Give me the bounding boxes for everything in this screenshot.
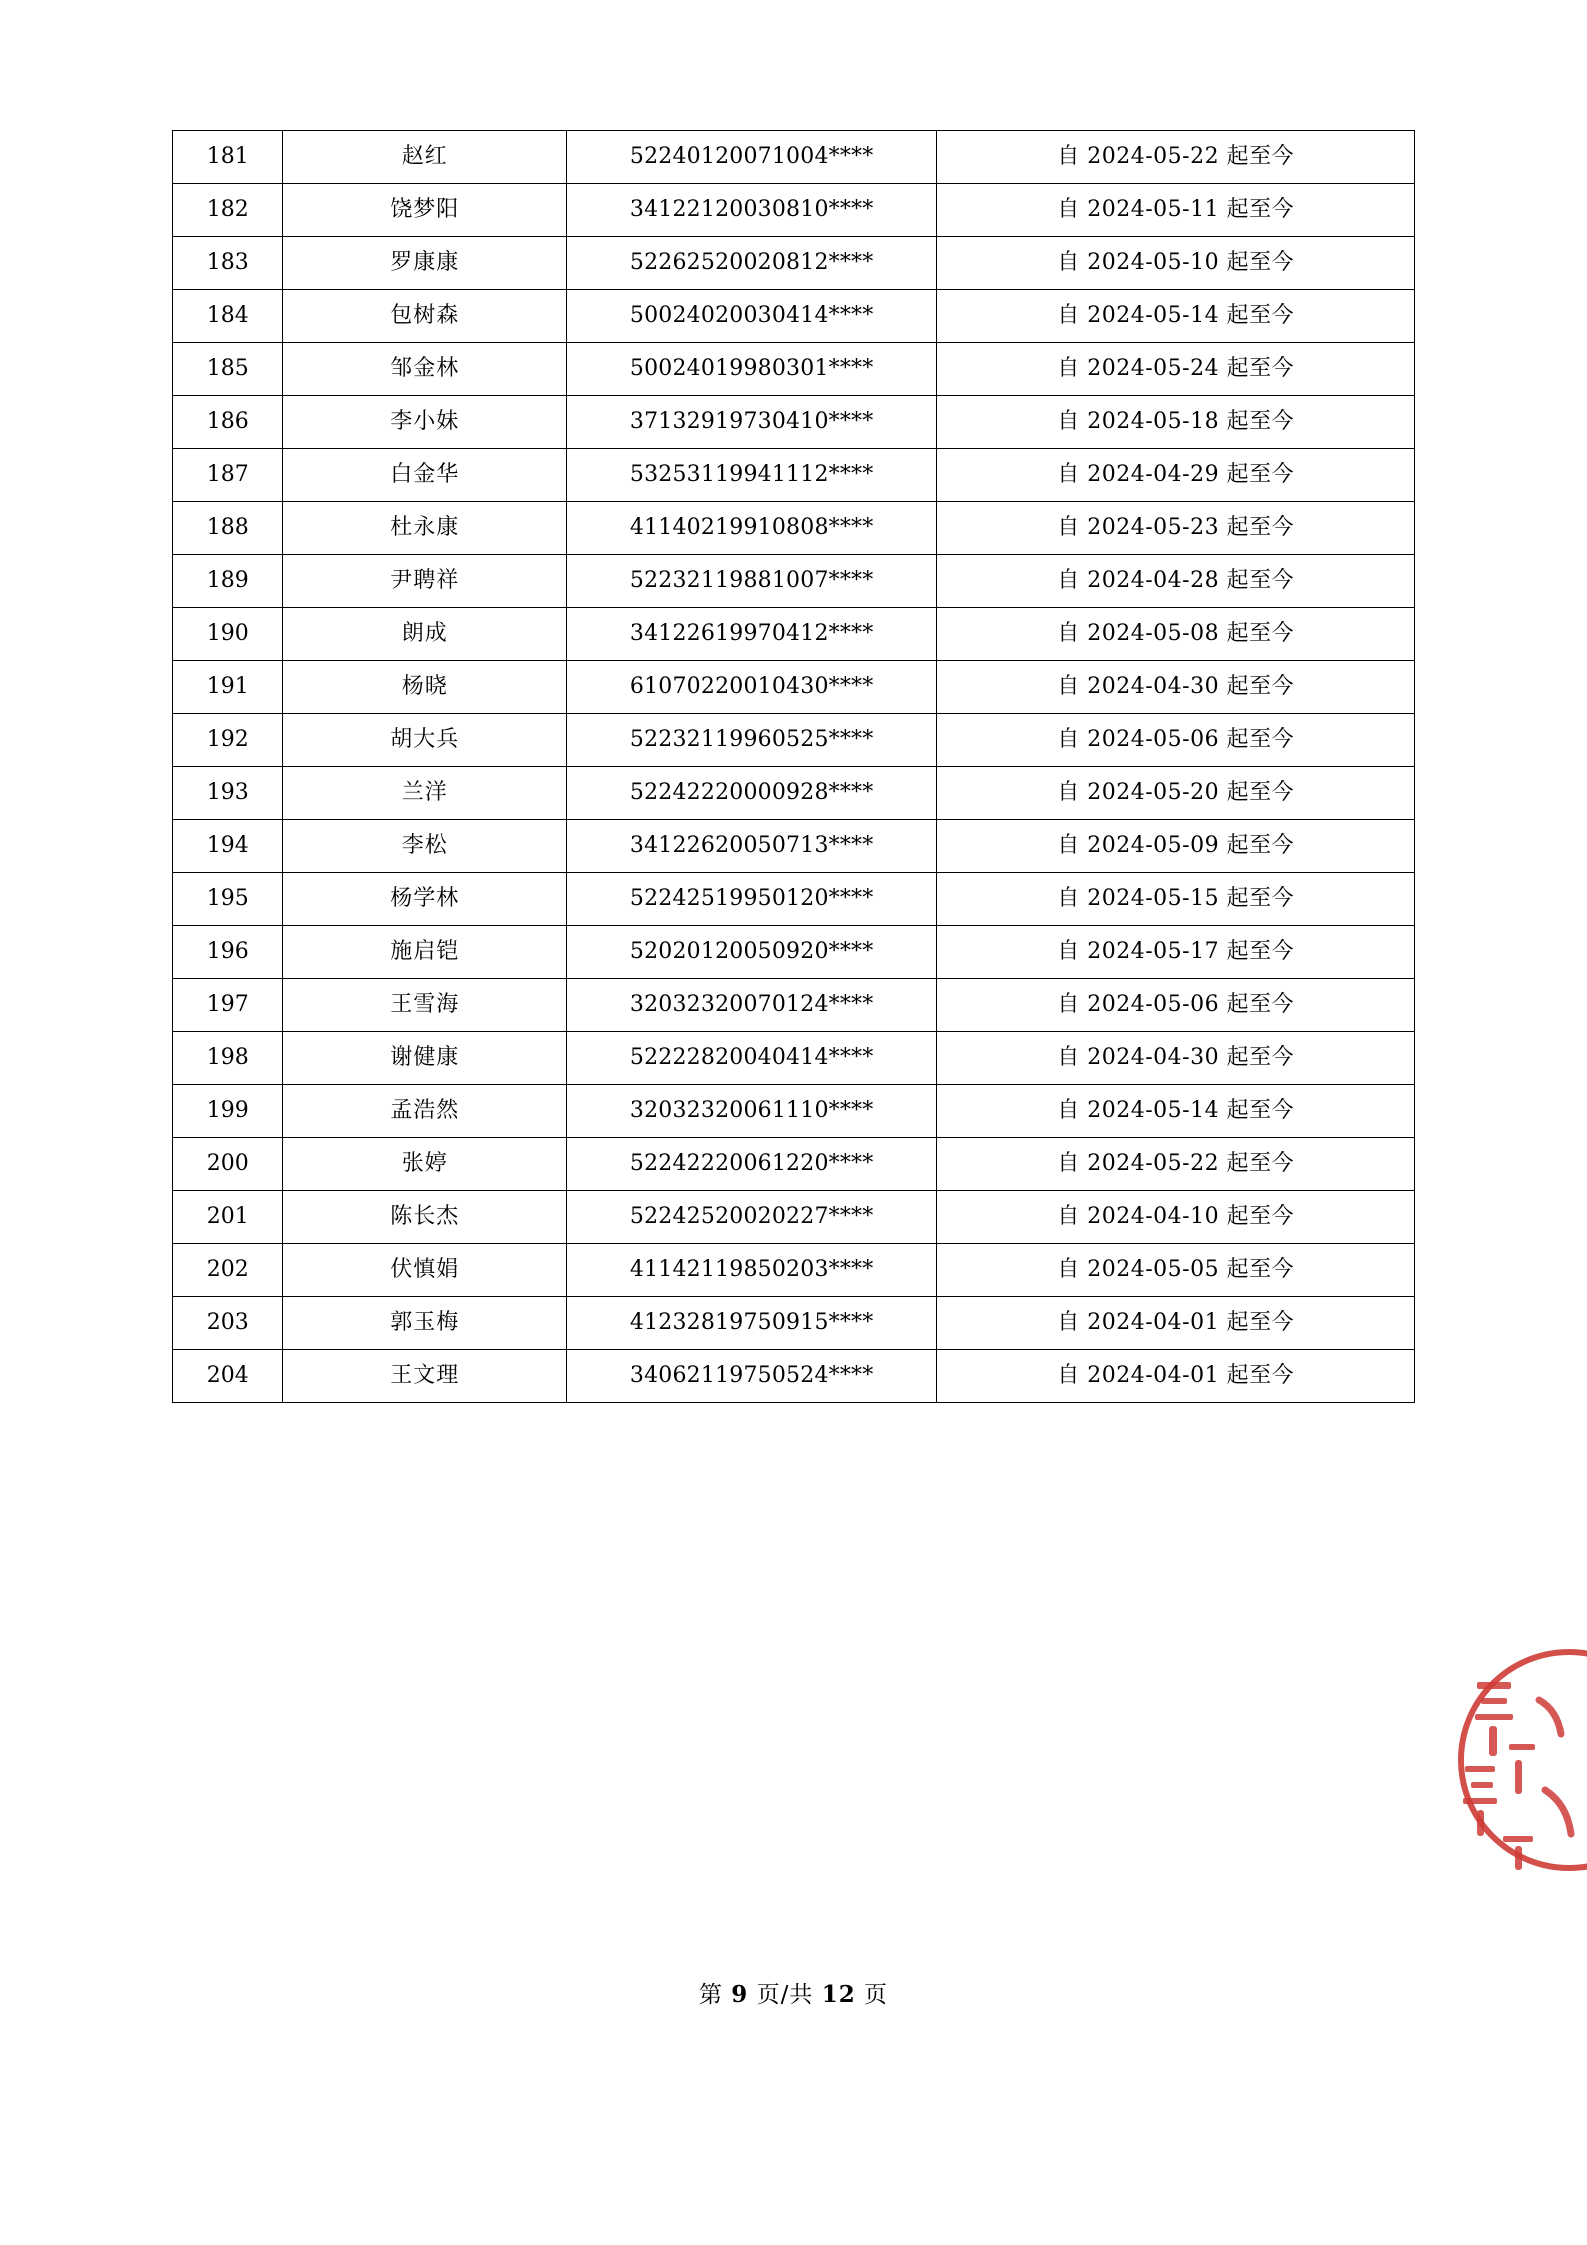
cell-date: [937, 343, 1415, 396]
cell-index: 191: [173, 661, 283, 714]
cell-date: [937, 1085, 1415, 1138]
cell-index: 186: [173, 396, 283, 449]
date-prefix: 自: [1057, 514, 1080, 540]
date-value: 2024-05-14: [1087, 1097, 1220, 1123]
date-value: 2024-04-10: [1087, 1203, 1220, 1229]
date-suffix: 起至今: [1226, 620, 1295, 646]
cell-id-number: 41142119850203****: [567, 1244, 937, 1297]
cell-name: 陈长杰: [283, 1191, 567, 1244]
cell-id-number: 41140219910808****: [567, 502, 937, 555]
roster-table: [172, 130, 1415, 1403]
cell-date: [937, 1032, 1415, 1085]
cell-date: [937, 449, 1415, 502]
cell-name: 施启铠: [283, 926, 567, 979]
cell-date: [937, 608, 1415, 661]
table-row: [173, 1138, 1415, 1191]
cell-name: 孟浩然: [283, 1085, 567, 1138]
date-value: 2024-04-28: [1087, 567, 1220, 593]
cell-id-number: 52240120071004****: [567, 131, 937, 184]
cell-index: 195: [173, 873, 283, 926]
cell-id-number: 52242220061220****: [567, 1138, 937, 1191]
cell-id-number: 52232119960525****: [567, 714, 937, 767]
date-value: 2024-05-11: [1087, 196, 1220, 222]
date-suffix: 起至今: [1226, 514, 1295, 540]
cell-id-number: 37132919730410****: [567, 396, 937, 449]
date-prefix: 自: [1057, 938, 1080, 964]
cell-name: 赵红: [283, 131, 567, 184]
cell-date: [937, 767, 1415, 820]
cell-date: [937, 1191, 1415, 1244]
cell-index: 202: [173, 1244, 283, 1297]
cell-id-number: 32032320070124****: [567, 979, 937, 1032]
date-prefix: 自: [1057, 302, 1080, 328]
date-suffix: 起至今: [1226, 408, 1295, 434]
roster-table-body: [173, 131, 1415, 1403]
date-value: 2024-05-06: [1087, 726, 1220, 752]
date-suffix: 起至今: [1226, 355, 1295, 381]
cell-name: 王文理: [283, 1350, 567, 1403]
cell-id-number: 52242519950120****: [567, 873, 937, 926]
date-value: 2024-04-30: [1087, 673, 1220, 699]
cell-id-number: 53253119941112****: [567, 449, 937, 502]
cell-name: 杨学林: [283, 873, 567, 926]
cell-index: 196: [173, 926, 283, 979]
date-prefix: 自: [1057, 991, 1080, 1017]
date-prefix: 自: [1057, 1309, 1080, 1335]
cell-date: [937, 555, 1415, 608]
cell-date: [937, 926, 1415, 979]
table-row: [173, 290, 1415, 343]
table-row: [173, 184, 1415, 237]
date-suffix: 起至今: [1226, 1097, 1295, 1123]
date-value: 2024-04-30: [1087, 1044, 1220, 1070]
table-row: [173, 1032, 1415, 1085]
cell-date: [937, 873, 1415, 926]
date-prefix: 自: [1057, 196, 1080, 222]
date-suffix: 起至今: [1226, 779, 1295, 805]
cell-date: [937, 237, 1415, 290]
cell-id-number: 34062119750524****: [567, 1350, 937, 1403]
table-row: [173, 767, 1415, 820]
footer-suffix: 页: [864, 1982, 889, 2008]
cell-name: 杨晓: [283, 661, 567, 714]
date-value: 2024-05-09: [1087, 832, 1220, 858]
cell-name: 兰洋: [283, 767, 567, 820]
cell-id-number: 34122620050713****: [567, 820, 937, 873]
cell-id-number: 50024019980301****: [567, 343, 937, 396]
date-value: 2024-05-06: [1087, 991, 1220, 1017]
cell-index: 194: [173, 820, 283, 873]
table-row: [173, 1085, 1415, 1138]
cell-index: 182: [173, 184, 283, 237]
footer-prefix: 第: [698, 1982, 723, 2008]
cell-date: [937, 131, 1415, 184]
cell-date: [937, 1244, 1415, 1297]
date-prefix: 自: [1057, 567, 1080, 593]
cell-index: 204: [173, 1350, 283, 1403]
date-value: 2024-05-17: [1087, 938, 1220, 964]
cell-id-number: 41232819750915****: [567, 1297, 937, 1350]
date-prefix: 自: [1057, 355, 1080, 381]
cell-id-number: 52020120050920****: [567, 926, 937, 979]
date-value: 2024-05-23: [1087, 514, 1220, 540]
cell-id-number: 34122619970412****: [567, 608, 937, 661]
date-prefix: 自: [1057, 779, 1080, 805]
date-prefix: 自: [1057, 1362, 1080, 1388]
cell-name: 张婷: [283, 1138, 567, 1191]
footer-middle: 页/共: [756, 1982, 814, 2008]
official-seal-icon: [1419, 1640, 1587, 1880]
cell-date: [937, 661, 1415, 714]
cell-id-number: 52262520020812****: [567, 237, 937, 290]
cell-index: 203: [173, 1297, 283, 1350]
cell-id-number: 52242220000928****: [567, 767, 937, 820]
date-suffix: 起至今: [1226, 1203, 1295, 1229]
cell-index: 201: [173, 1191, 283, 1244]
cell-name: 胡大兵: [283, 714, 567, 767]
date-suffix: 起至今: [1226, 461, 1295, 487]
cell-index: 199: [173, 1085, 283, 1138]
table-row: [173, 396, 1415, 449]
cell-index: 192: [173, 714, 283, 767]
date-suffix: 起至今: [1226, 885, 1295, 911]
date-value: 2024-05-22: [1087, 1150, 1220, 1176]
date-value: 2024-04-01: [1087, 1309, 1220, 1335]
cell-index: 197: [173, 979, 283, 1032]
cell-id-number: 52222820040414****: [567, 1032, 937, 1085]
date-prefix: 自: [1057, 1044, 1080, 1070]
date-value: 2024-05-22: [1087, 143, 1220, 169]
date-prefix: 自: [1057, 1203, 1080, 1229]
cell-id-number: 32032320061110****: [567, 1085, 937, 1138]
date-suffix: 起至今: [1226, 302, 1295, 328]
table-row: [173, 449, 1415, 502]
table-row: [173, 343, 1415, 396]
cell-date: [937, 290, 1415, 343]
cell-index: 190: [173, 608, 283, 661]
date-prefix: 自: [1057, 461, 1080, 487]
date-value: 2024-05-08: [1087, 620, 1220, 646]
date-suffix: 起至今: [1226, 938, 1295, 964]
cell-id-number: 52232119881007****: [567, 555, 937, 608]
table-row: [173, 661, 1415, 714]
cell-date: [937, 714, 1415, 767]
date-suffix: 起至今: [1226, 249, 1295, 275]
cell-name: 李松: [283, 820, 567, 873]
cell-index: 187: [173, 449, 283, 502]
cell-date: [937, 1297, 1415, 1350]
cell-name: 李小妹: [283, 396, 567, 449]
table-row: [173, 608, 1415, 661]
date-prefix: 自: [1057, 1097, 1080, 1123]
date-suffix: 起至今: [1226, 567, 1295, 593]
cell-index: 193: [173, 767, 283, 820]
date-prefix: 自: [1057, 620, 1080, 646]
date-suffix: 起至今: [1226, 196, 1295, 222]
cell-index: 188: [173, 502, 283, 555]
table-row: [173, 979, 1415, 1032]
table-row: [173, 502, 1415, 555]
cell-index: 198: [173, 1032, 283, 1085]
table-row: [173, 820, 1415, 873]
footer-page-number: 9: [731, 1981, 749, 2008]
table-row: [173, 714, 1415, 767]
cell-id-number: 52242520020227****: [567, 1191, 937, 1244]
date-value: 2024-05-15: [1087, 885, 1220, 911]
date-suffix: 起至今: [1226, 832, 1295, 858]
date-suffix: 起至今: [1226, 991, 1295, 1017]
table-row: [173, 1350, 1415, 1403]
cell-date: [937, 820, 1415, 873]
cell-name: 尹聘祥: [283, 555, 567, 608]
table-row: [173, 1244, 1415, 1297]
table-row: [173, 555, 1415, 608]
date-prefix: 自: [1057, 832, 1080, 858]
cell-name: 饶梦阳: [283, 184, 567, 237]
cell-date: [937, 396, 1415, 449]
cell-name: 罗康康: [283, 237, 567, 290]
cell-name: 谢健康: [283, 1032, 567, 1085]
cell-index: 181: [173, 131, 283, 184]
cell-date: [937, 1350, 1415, 1403]
date-prefix: 自: [1057, 673, 1080, 699]
cell-date: [937, 979, 1415, 1032]
cell-name: 朗成: [283, 608, 567, 661]
table-row: [173, 873, 1415, 926]
date-prefix: 自: [1057, 1150, 1080, 1176]
date-prefix: 自: [1057, 885, 1080, 911]
cell-name: 包树森: [283, 290, 567, 343]
date-value: 2024-05-18: [1087, 408, 1220, 434]
cell-name: 邹金林: [283, 343, 567, 396]
date-suffix: 起至今: [1226, 1044, 1295, 1070]
cell-index: 184: [173, 290, 283, 343]
date-value: 2024-05-05: [1087, 1256, 1220, 1282]
date-value: 2024-05-14: [1087, 302, 1220, 328]
page-footer: [0, 1976, 1587, 2009]
roster-table-container: [172, 130, 1415, 1403]
date-prefix: 自: [1057, 1256, 1080, 1282]
cell-name: 伏慎娟: [283, 1244, 567, 1297]
cell-index: 189: [173, 555, 283, 608]
date-prefix: 自: [1057, 408, 1080, 434]
cell-id-number: 34122120030810****: [567, 184, 937, 237]
date-value: 2024-04-01: [1087, 1362, 1220, 1388]
cell-index: 200: [173, 1138, 283, 1191]
cell-date: [937, 184, 1415, 237]
table-row: [173, 926, 1415, 979]
date-value: 2024-05-20: [1087, 779, 1220, 805]
cell-name: 杜永康: [283, 502, 567, 555]
table-row: [173, 237, 1415, 290]
cell-id-number: 50024020030414****: [567, 290, 937, 343]
cell-index: 183: [173, 237, 283, 290]
cell-name: 郭玉梅: [283, 1297, 567, 1350]
cell-date: [937, 1138, 1415, 1191]
date-suffix: 起至今: [1226, 673, 1295, 699]
date-prefix: 自: [1057, 249, 1080, 275]
date-suffix: 起至今: [1226, 143, 1295, 169]
date-suffix: 起至今: [1226, 1362, 1295, 1388]
table-row: [173, 1297, 1415, 1350]
date-suffix: 起至今: [1226, 1150, 1295, 1176]
date-suffix: 起至今: [1226, 726, 1295, 752]
date-prefix: 自: [1057, 726, 1080, 752]
date-value: 2024-05-10: [1087, 249, 1220, 275]
footer-total-pages: 12: [821, 1981, 856, 2008]
cell-name: 白金华: [283, 449, 567, 502]
table-row: [173, 1191, 1415, 1244]
cell-index: 185: [173, 343, 283, 396]
cell-date: [937, 502, 1415, 555]
date-value: 2024-04-29: [1087, 461, 1220, 487]
date-prefix: 自: [1057, 143, 1080, 169]
date-value: 2024-05-24: [1087, 355, 1220, 381]
cell-id-number: 61070220010430****: [567, 661, 937, 714]
date-suffix: 起至今: [1226, 1256, 1295, 1282]
table-row: [173, 131, 1415, 184]
date-suffix: 起至今: [1226, 1309, 1295, 1335]
cell-name: 王雪海: [283, 979, 567, 1032]
